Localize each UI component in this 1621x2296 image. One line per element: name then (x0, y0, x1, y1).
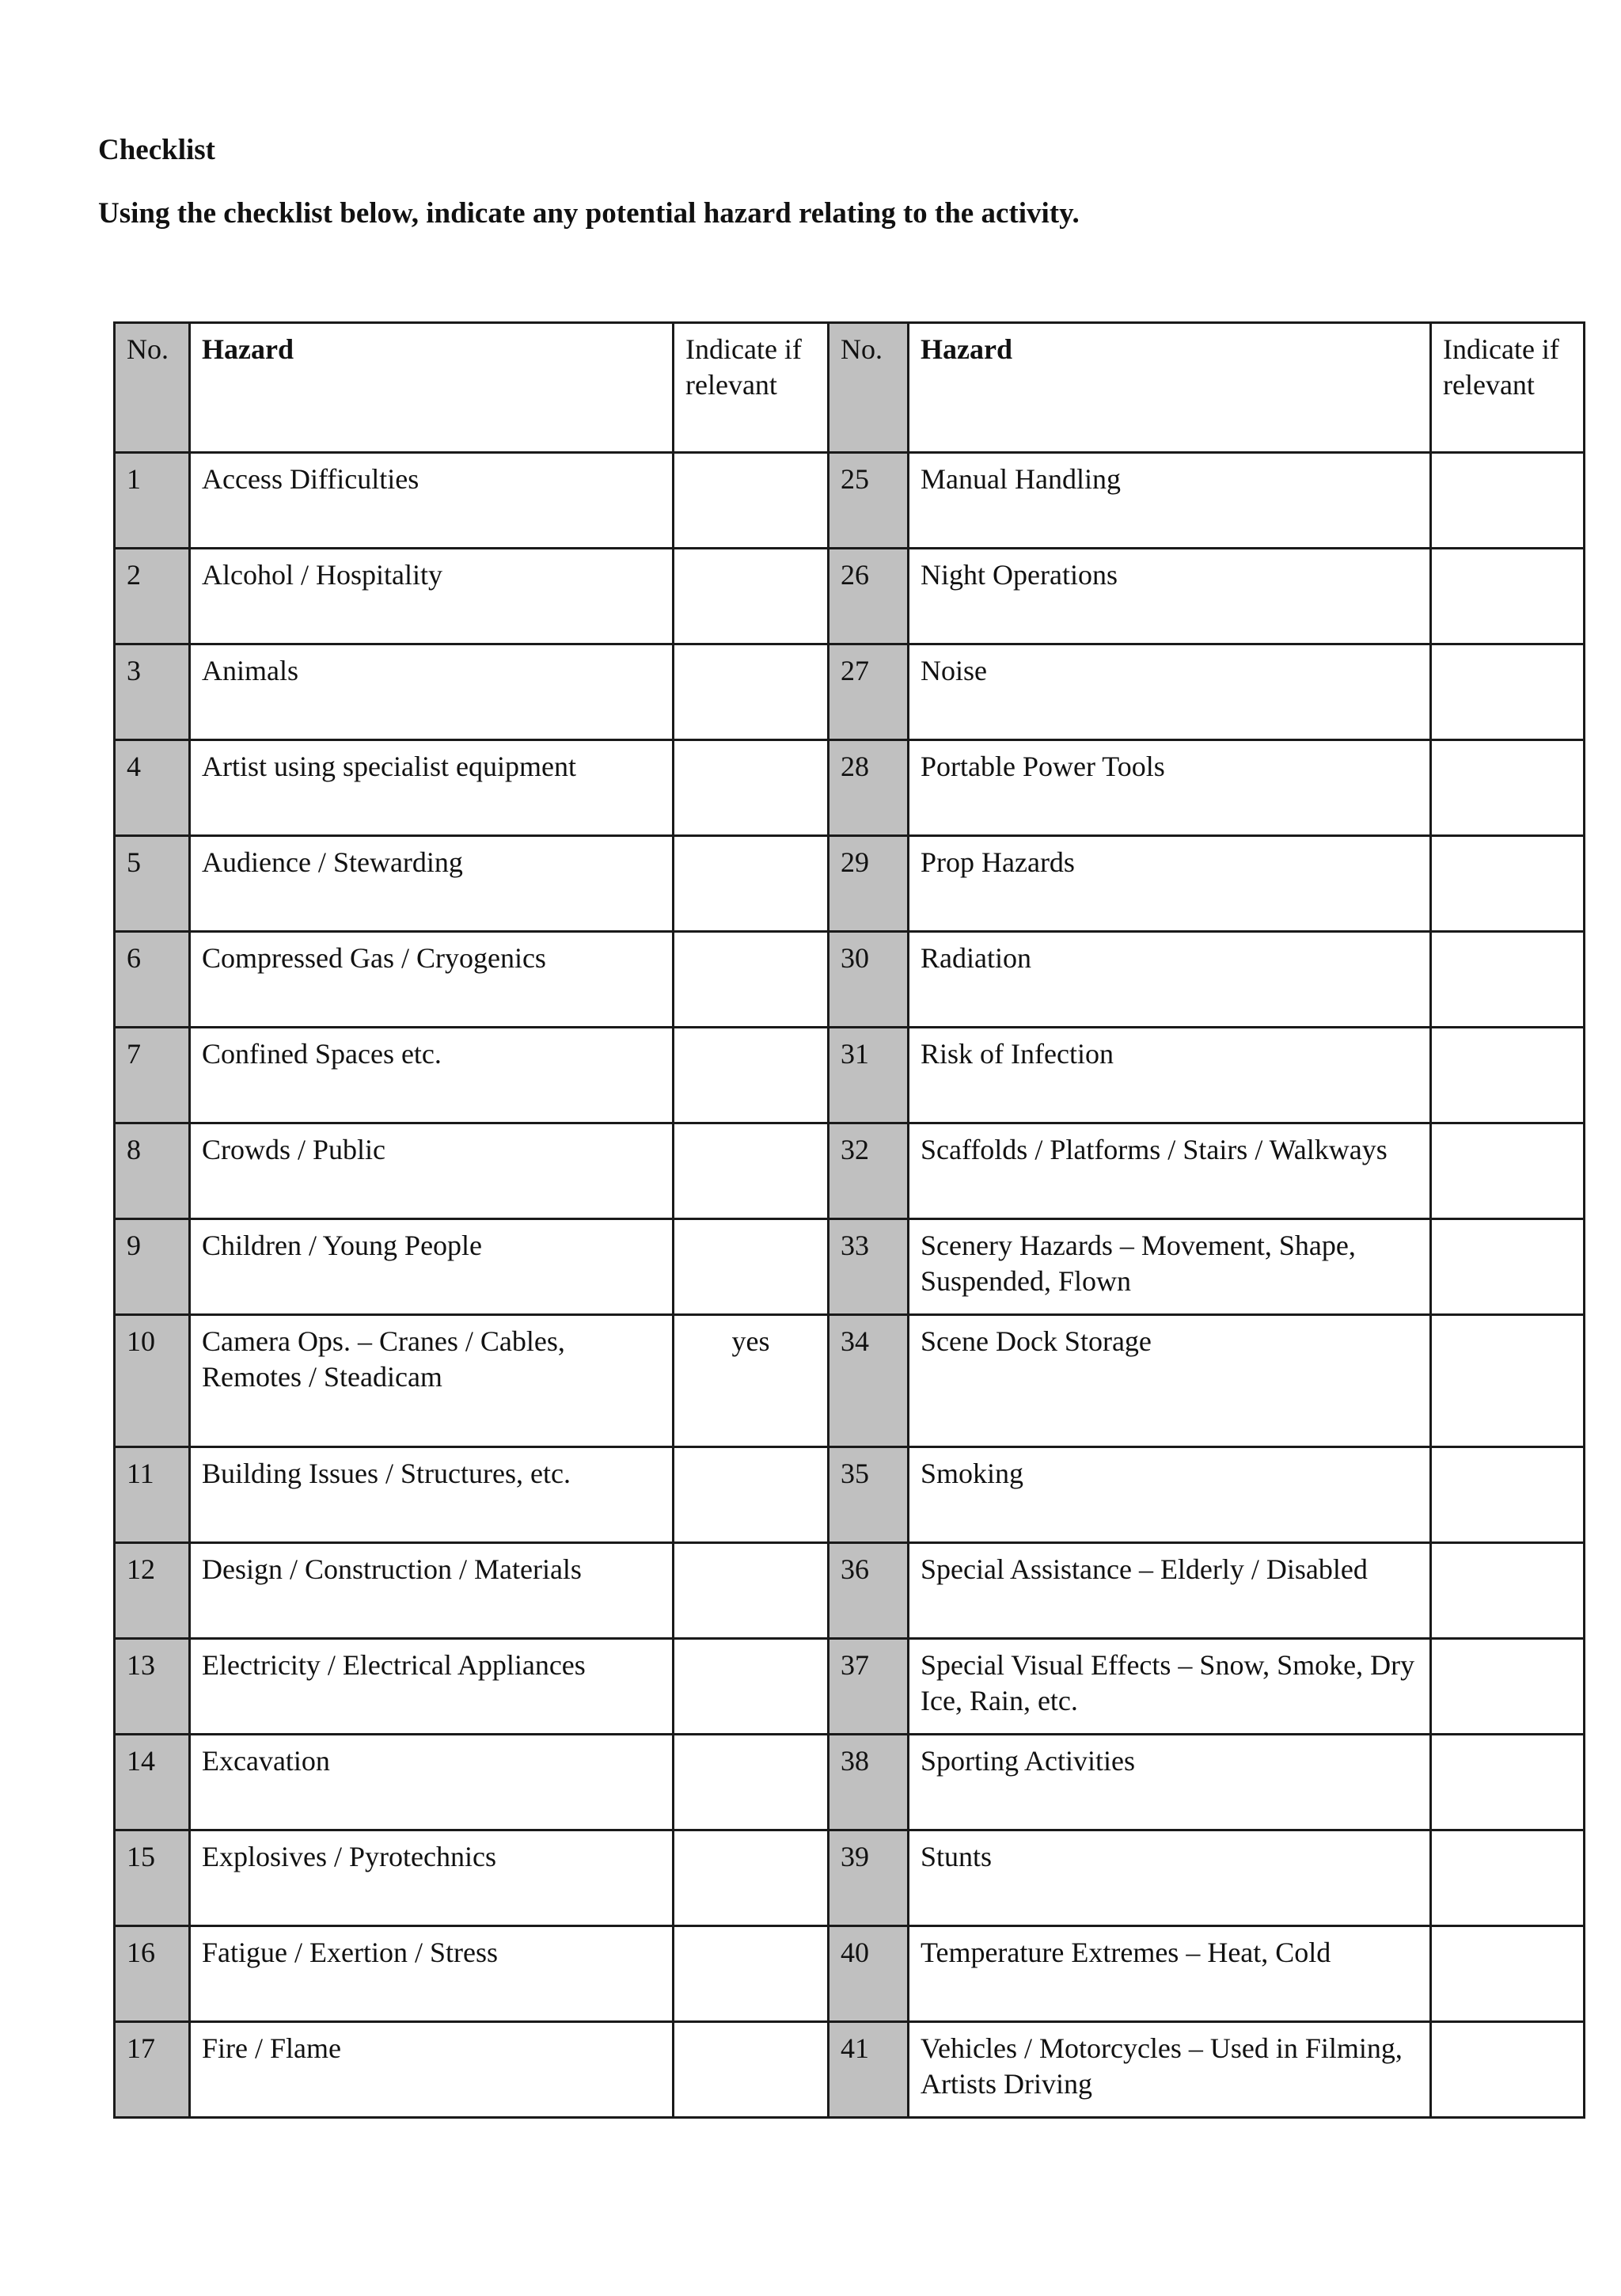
hazard-number: 31 (829, 1028, 909, 1123)
relevance-cell[interactable] (1431, 1639, 1585, 1735)
hazard-number: 4 (115, 740, 190, 836)
hazard-name: Special Visual Effects – Snow, Smoke, Dry Ice, Rain, etc. (909, 1639, 1431, 1735)
hazard-name: Electricity / Electrical Appliances (190, 1639, 674, 1735)
hazard-name: Stunts (909, 1830, 1431, 1926)
table-header-row (115, 323, 1585, 453)
table-row (115, 836, 1585, 932)
hazard-name: Night Operations (909, 549, 1431, 644)
relevance-cell[interactable] (1431, 1123, 1585, 1219)
hazard-number: 15 (115, 1830, 190, 1926)
header-no-left: No. (115, 323, 190, 453)
hazard-number: 30 (829, 932, 909, 1028)
hazard-name: Explosives / Pyrotechnics (190, 1830, 674, 1926)
instruction-text: Using the checklist below, indicate any potential hazard relating to the activity. (98, 197, 1080, 230)
hazard-name: Confined Spaces etc. (190, 1028, 674, 1123)
hazard-name: Excavation (190, 1735, 674, 1830)
hazard-number: 13 (115, 1639, 190, 1735)
relevance-cell[interactable] (674, 644, 829, 740)
header-indicate-right: Indicate if relevant (1431, 323, 1585, 453)
relevance-cell[interactable] (674, 932, 829, 1028)
relevance-cell[interactable] (1431, 1543, 1585, 1639)
table-row (115, 1447, 1585, 1543)
hazard-number: 5 (115, 836, 190, 932)
table-row (115, 1219, 1585, 1315)
table-row (115, 1926, 1585, 2022)
hazard-name: Alcohol / Hospitality (190, 549, 674, 644)
header-hazard-right: Hazard (909, 323, 1431, 453)
hazard-number: 14 (115, 1735, 190, 1830)
header-indicate-left: Indicate if relevant (674, 323, 829, 453)
table-row (115, 549, 1585, 644)
relevance-cell[interactable] (674, 1830, 829, 1926)
hazard-checklist-table (113, 321, 1585, 2119)
hazard-number: 10 (115, 1315, 190, 1447)
table-row (115, 1028, 1585, 1123)
hazard-number: 29 (829, 836, 909, 932)
hazard-name: Manual Handling (909, 453, 1431, 549)
relevance-cell[interactable] (1431, 1830, 1585, 1926)
hazard-name: Radiation (909, 932, 1431, 1028)
hazard-name: Scene Dock Storage (909, 1315, 1431, 1447)
relevance-cell[interactable] (1431, 1219, 1585, 1315)
hazard-name: Crowds / Public (190, 1123, 674, 1219)
table-row (115, 1735, 1585, 1830)
relevance-cell[interactable] (1431, 2022, 1585, 2118)
header-no-right: No. (829, 323, 909, 453)
hazard-number: 32 (829, 1123, 909, 1219)
hazard-name: Artist using specialist equipment (190, 740, 674, 836)
relevance-cell[interactable] (1431, 1028, 1585, 1123)
hazard-name: Animals (190, 644, 674, 740)
hazard-name: Scaffolds / Platforms / Stairs / Walkways (909, 1123, 1431, 1219)
hazard-name: Camera Ops. – Cranes / Cables, Remotes / Steadicam (190, 1315, 674, 1447)
relevance-cell[interactable] (674, 1028, 829, 1123)
relevance-cell[interactable] (674, 453, 829, 549)
table-row (115, 453, 1585, 549)
table-row (115, 644, 1585, 740)
relevance-cell[interactable] (674, 1219, 829, 1315)
hazard-name: Fatigue / Exertion / Stress (190, 1926, 674, 2022)
relevance-cell[interactable] (1431, 1926, 1585, 2022)
relevance-cell[interactable] (1431, 453, 1585, 549)
hazard-name: Compressed Gas / Cryogenics (190, 932, 674, 1028)
hazard-name: Prop Hazards (909, 836, 1431, 932)
hazard-number: 28 (829, 740, 909, 836)
relevance-cell[interactable] (1431, 932, 1585, 1028)
hazard-name: Sporting Activities (909, 1735, 1431, 1830)
table-row (115, 1639, 1585, 1735)
hazard-number: 1 (115, 453, 190, 549)
table-row (115, 1123, 1585, 1219)
relevance-cell[interactable] (674, 1639, 829, 1735)
hazard-number: 35 (829, 1447, 909, 1543)
relevance-cell[interactable] (1431, 1315, 1585, 1447)
relevance-cell[interactable] (674, 836, 829, 932)
relevance-cell[interactable] (1431, 644, 1585, 740)
hazard-number: 9 (115, 1219, 190, 1315)
hazard-name: Smoking (909, 1447, 1431, 1543)
table-row (115, 932, 1585, 1028)
relevance-cell[interactable] (1431, 1735, 1585, 1830)
relevance-cell[interactable] (674, 1447, 829, 1543)
hazard-number: 12 (115, 1543, 190, 1639)
hazard-number: 16 (115, 1926, 190, 2022)
table-row (115, 740, 1585, 836)
hazard-number: 37 (829, 1639, 909, 1735)
hazard-number: 7 (115, 1028, 190, 1123)
hazard-number: 38 (829, 1735, 909, 1830)
relevance-cell[interactable] (674, 1543, 829, 1639)
hazard-number: 41 (829, 2022, 909, 2118)
hazard-number: 33 (829, 1219, 909, 1315)
hazard-name: Noise (909, 644, 1431, 740)
hazard-number: 27 (829, 644, 909, 740)
hazard-number: 2 (115, 549, 190, 644)
relevance-cell[interactable] (1431, 740, 1585, 836)
relevance-cell[interactable] (674, 1926, 829, 2022)
hazard-number: 8 (115, 1123, 190, 1219)
hazard-number: 17 (115, 2022, 190, 2118)
hazard-name: Access Difficulties (190, 453, 674, 549)
relevance-cell[interactable] (1431, 1447, 1585, 1543)
hazard-name: Temperature Extremes – Heat, Cold (909, 1926, 1431, 2022)
hazard-name: Scenery Hazards – Movement, Shape, Suspended, Flown (909, 1219, 1431, 1315)
table-row (115, 2022, 1585, 2118)
header-hazard-left: Hazard (190, 323, 674, 453)
relevance-cell[interactable] (674, 549, 829, 644)
hazard-name: Design / Construction / Materials (190, 1543, 674, 1639)
hazard-name: Audience / Stewarding (190, 836, 674, 932)
table-row (115, 1543, 1585, 1639)
hazard-number: 40 (829, 1926, 909, 2022)
relevance-cell[interactable] (674, 1735, 829, 1830)
hazard-number: 25 (829, 453, 909, 549)
hazard-number: 11 (115, 1447, 190, 1543)
relevance-cell[interactable] (1431, 549, 1585, 644)
table-row (115, 1315, 1585, 1447)
hazard-name: Special Assistance – Elderly / Disabled (909, 1543, 1431, 1639)
hazard-name: Portable Power Tools (909, 740, 1431, 836)
relevance-cell[interactable] (674, 1123, 829, 1219)
hazard-name: Risk of Infection (909, 1028, 1431, 1123)
page-title: Checklist (98, 134, 215, 166)
relevance-cell[interactable]: yes (674, 1315, 829, 1447)
hazard-name: Vehicles / Motorcycles – Used in Filming, Artists Driving (909, 2022, 1431, 2118)
hazard-number: 34 (829, 1315, 909, 1447)
relevance-cell[interactable] (674, 740, 829, 836)
hazard-number: 39 (829, 1830, 909, 1926)
hazard-number: 26 (829, 549, 909, 644)
hazard-name: Children / Young People (190, 1219, 674, 1315)
hazard-name: Fire / Flame (190, 2022, 674, 2118)
hazard-number: 36 (829, 1543, 909, 1639)
table-row (115, 1830, 1585, 1926)
hazard-name: Building Issues / Structures, etc. (190, 1447, 674, 1543)
relevance-cell[interactable] (1431, 836, 1585, 932)
hazard-number: 3 (115, 644, 190, 740)
hazard-number: 6 (115, 932, 190, 1028)
relevance-cell[interactable] (674, 2022, 829, 2118)
